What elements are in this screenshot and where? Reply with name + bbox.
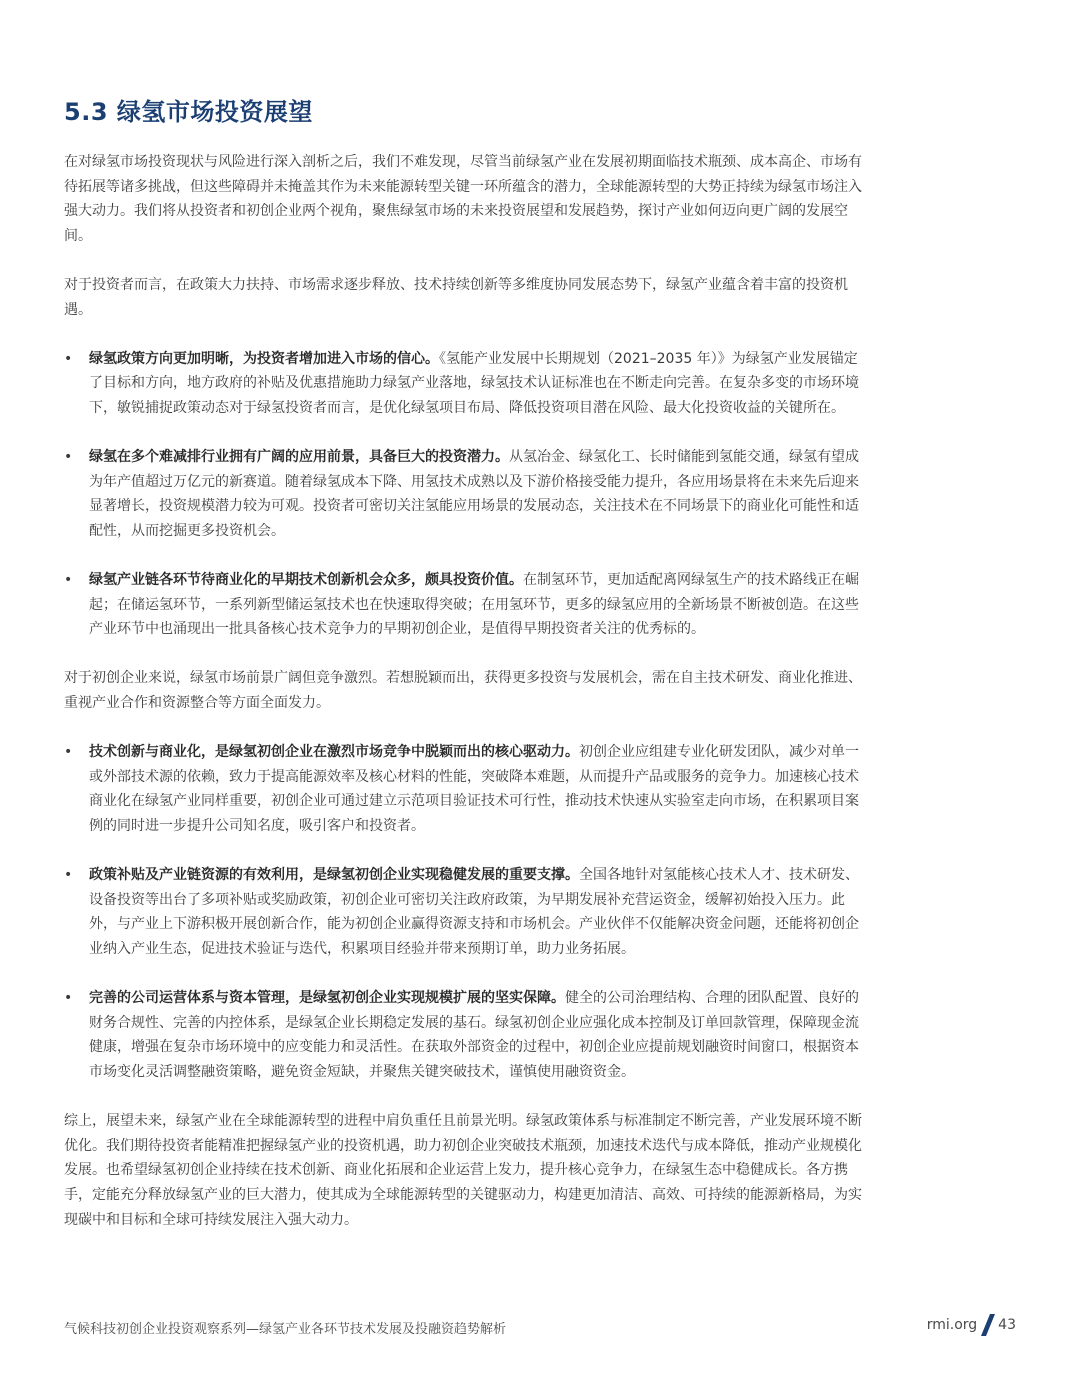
bullet-marker: • [64, 867, 73, 884]
bullet-body: 全国各地针对氢能核心技术人才、技术研发、设备投资等出台了多项补贴或奖励政策，初创企业可密切关注政府政策，为早期发展补充营运资金，缓解初始投入压力。此外，与产业上下游积极开展创新合作，能为初创企业赢得资源支持和市场机会。产业伙伴不仅能解决资金问题，还能将初创企业纳入产业生态，促进技术验证与迭代，积累项目经验并带来预期订单，助力业务拓展。 [89, 867, 859, 957]
bullet-body: 初创企业应组建专业化研发团队，减少对单一或外部技术源的依赖，致力于提高能源效率及核心材料的性能，突破降本难题，从而提升产品或服务的竞争力。加速核心技术商业化在绿氢产业同样重要，初创企业可通过建立示范项目验证技术可行性，推动技术快速从实验室走向市场，在积累项目案例的同时进一步提升公司知名度，吸引客户和投资者。 [89, 744, 859, 835]
startup-bullet [64, 740, 864, 838]
bullet-lead: 绿氢在多个难减排行业拥有广阔的应用前景，具备巨大的投资潜力。 [89, 449, 509, 466]
body-content [64, 150, 864, 1257]
investor-bullet [64, 445, 864, 543]
bullet-marker: • [64, 990, 73, 1007]
bullet-body: 从氢冶金、绿氢化工、长时储能到氢能交通，绿氢有望成为年产值超过万亿元的新赛道。随着绿氢成本下降、用氢技术成熟以及下游价格接受能力提升，各应用场景将在未来先后迎来显著增长，投资规模潜力较为可观。投资者可密切关注氢能应用场景的发展动态，关注技术在不同场景下的商业化可能性和适配性，从而挖掘更多投资机会。 [89, 449, 859, 539]
section-title: 5.3 绿氢市场投资展望 [64, 98, 313, 126]
bullet-marker: • [64, 572, 73, 589]
bullet-lead: 绿氢政策方向更加明晰，为投资者增加进入市场的信心。 [89, 350, 439, 367]
conclusion-paragraph: 综上，展望未来，绿氢产业在全球能源转型的进程中肩负重任且前景光明。绿氢政策体系与标准制定不断完善，产业发展环境不断优化。我们期待投资者能精准把握绿氢产业的投资机遇，助力初创企业突破技术瓶颈，加速技术迭代与成本降低，推动产业规模化发展。也希望绿氢初创企业持续在技术创新、商业化拓展和企业运营上发力，提升核心竞争力，在绿氢生态中稳健成长。各方携手，定能充分释放绿氢产业的巨大潜力，使其成为全球能源转型的关键驱动力，构建更加清洁、高效、可持续的能源新格局，为实现碳中和目标和全球可持续发展注入强大动力。 [64, 1113, 862, 1228]
bullet-lead: 技术创新与商业化，是绿氢初创企业在激烈市场竞争中脱颖而出的核心驱动力。 [89, 744, 579, 761]
footer-series-title: 气候科技初创企业投资观察系列—绿氢产业各环节技术发展及投融资趋势解析 [64, 1322, 507, 1337]
bullet-lead: 绿氢产业链各环节待商业化的早期技术创新机会众多，颇具投资价值。 [89, 572, 523, 589]
investor-intro-paragraph: 对于投资者而言，在政策大力扶持、市场需求逐步释放、技术持续创新等多维度协同发展态势下，绿氢产业蕴含着丰富的投资机遇。 [64, 276, 848, 318]
footer-site-link[interactable]: rmi.org [926, 1317, 978, 1333]
slash-icon [981, 1314, 995, 1336]
startup-bullet [64, 863, 864, 961]
investor-bullet [64, 347, 864, 421]
investor-bullet [64, 568, 864, 642]
bullet-body: 健全的公司治理结构、合理的团队配置、良好的财务合规性、完善的内控体系，是绿氢企业长期稳定发展的基石。绿氢初创企业应强化成本控制及订单回款管理，保障现金流健康，增强在复杂市场环境中的应变能力和灵活性。在获取外部资金的过程中，初创企业应提前规划融资时间窗口，根据资本市场变化灵活调整融资策略，避免资金短缺，并聚焦关键突破技术，谨慎使用融资资金。 [89, 990, 859, 1080]
startup-bullet [64, 986, 864, 1084]
footer-page-info [927, 1314, 1016, 1336]
bullet-marker: • [64, 350, 73, 367]
bullet-body: 在制氢环节，更加适配离网绿氢生产的技术路线正在崛起；在储运氢环节，一系列新型储运氢技术也在快速取得突破；在用氢环节，更多的绿氢应用的全新场景不断被创造。在这些产业环节中也涌现出一批具备核心技术竞争力的早期初创企业，是值得早期投资者关注的优秀标的。 [89, 572, 859, 638]
bullet-marker: • [64, 744, 73, 761]
bullet-lead: 完善的公司运营体系与资本管理，是绿氢初创企业实现规模扩展的坚实保障。 [89, 990, 565, 1007]
startup-intro-paragraph: 对于初创企业来说，绿氢市场前景广阔但竞争激烈。若想脱颖而出，获得更多投资与发展机会，需在自主技术研发、商业化推进、重视产业合作和资源整合等方面全面发力。 [64, 670, 862, 712]
bullet-body: 《氢能产业发展中长期规划（2021–2035 年）》为绿氢产业发展锚定了目标和方向，地方政府的补贴及优惠措施助力绿氢产业落地，绿氢技术认证标准也在不断走向完善。在复杂多变的市场环境下，敏锐捕捉政策动态对于绿氢投资者而言，是优化绿氢项目布局、降低投资项目潜在风险、最大化投资收益的关键所在。 [89, 350, 859, 416]
page-number: 43 [998, 1317, 1016, 1333]
bullet-marker: • [64, 449, 73, 466]
bullet-lead: 政策补贴及产业链资源的有效利用，是绿氢初创企业实现稳健发展的重要支撑。 [89, 867, 579, 884]
intro-paragraph: 在对绿氢市场投资现状与风险进行深入剖析之后，我们不难发现，尽管当前绿氢产业在发展初期面临技术瓶颈、成本高企、市场有待拓展等诸多挑战，但这些障碍并未掩盖其作为未来能源转型关键一环所蕴含的潜力，全球能源转型的大势正持续为绿氢市场注入强大动力。我们将从投资者和初创企业两个视角，聚焦绿氢市场的未来投资展望和发展趋势，探讨产业如何迈向更广阔的发展空间。 [64, 154, 862, 244]
